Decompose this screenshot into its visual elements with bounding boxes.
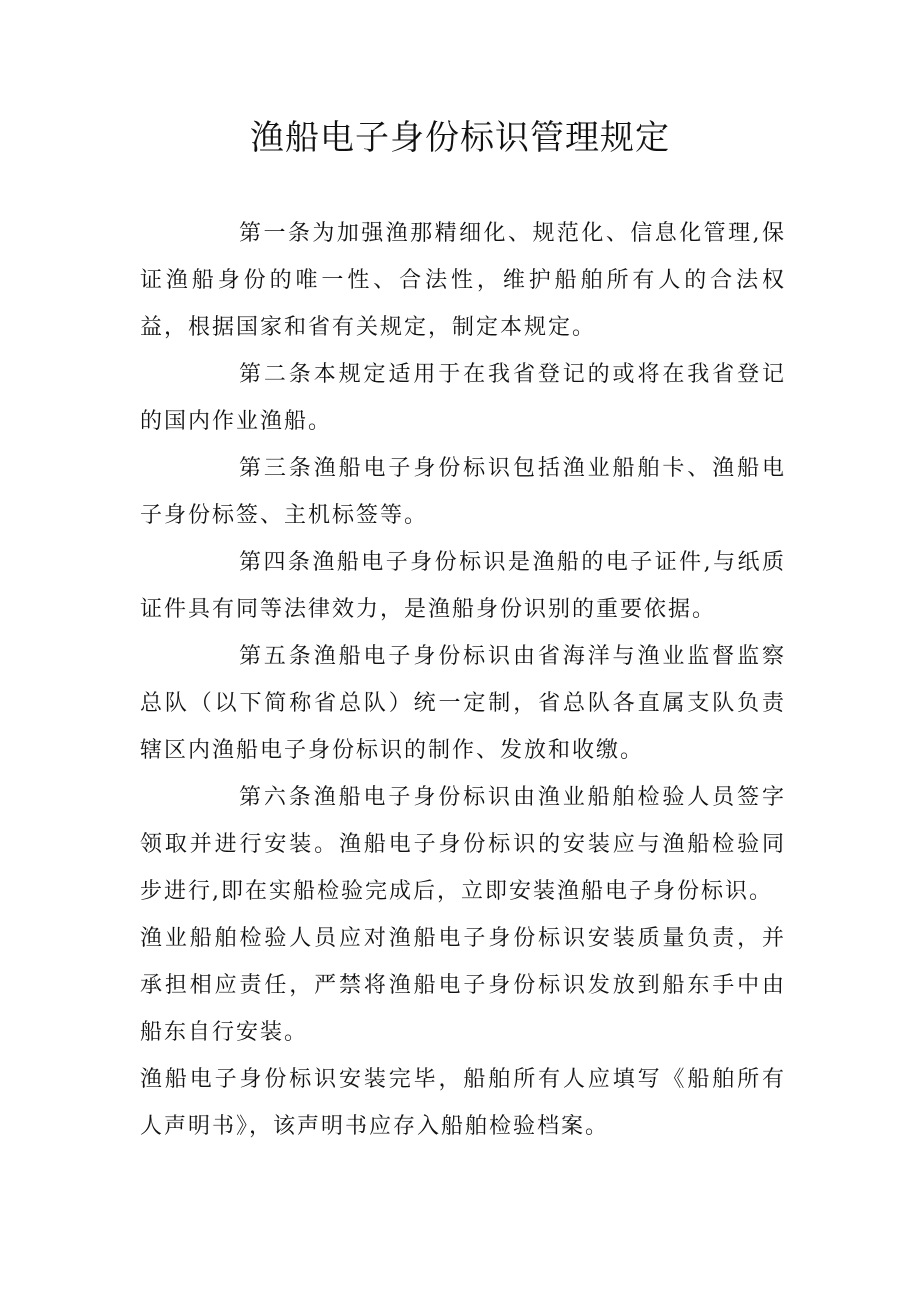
owner-declaration-paragraph: 渔船电子身份标识安装完毕，船舶所有人应填写《船舶所有人声明书》，该声明书应存入船舶检验档案。 xyxy=(140,1067,786,1139)
inspector-responsibility-paragraph: 渔业船舶检验人员应对渔船电子身份标识安装质量负责，并承担相应责任，严禁将渔船电子身份标识发放到船东手中由船东自行安装。 xyxy=(140,926,786,1045)
article-5-paragraph: 第五条渔船电子身份标识由省海洋与渔业监督监察总队（以下简称省总队）统一定制，省总队各直属支队负责辖区内渔船电子身份标识的制作、发放和收缴。 xyxy=(140,644,786,763)
document-title: 渔船电子身份标识管理规定 xyxy=(250,118,670,158)
article-2-paragraph: 第二条本规定适用于在我省登记的或将在我省登记的国内作业渔船。 xyxy=(140,362,786,434)
article-1-paragraph: 第一条为加强渔那精细化、规范化、信息化管理,保证渔船身份的唯一性、合法性，维护船舶所有人的合法权益，根据国家和省有关规定，制定本规定。 xyxy=(140,221,786,340)
article-4-paragraph: 第四条渔船电子身份标识是渔船的电子证件,与纸质证件具有同等法律效力，是渔船身份识别的重要依据。 xyxy=(140,550,786,622)
article-6-paragraph: 第六条渔船电子身份标识由渔业船舶检验人员签字领取并进行安装。渔船电子身份标识的安装应与渔船检验同步进行,即在实船检验完成后，立即安装渔船电子身份标识。 xyxy=(140,785,786,904)
document-body xyxy=(140,210,786,1150)
article-3-paragraph: 第三条渔船电子身份标识包括渔业船舶卡、渔船电子身份标签、主机标签等。 xyxy=(140,456,786,528)
